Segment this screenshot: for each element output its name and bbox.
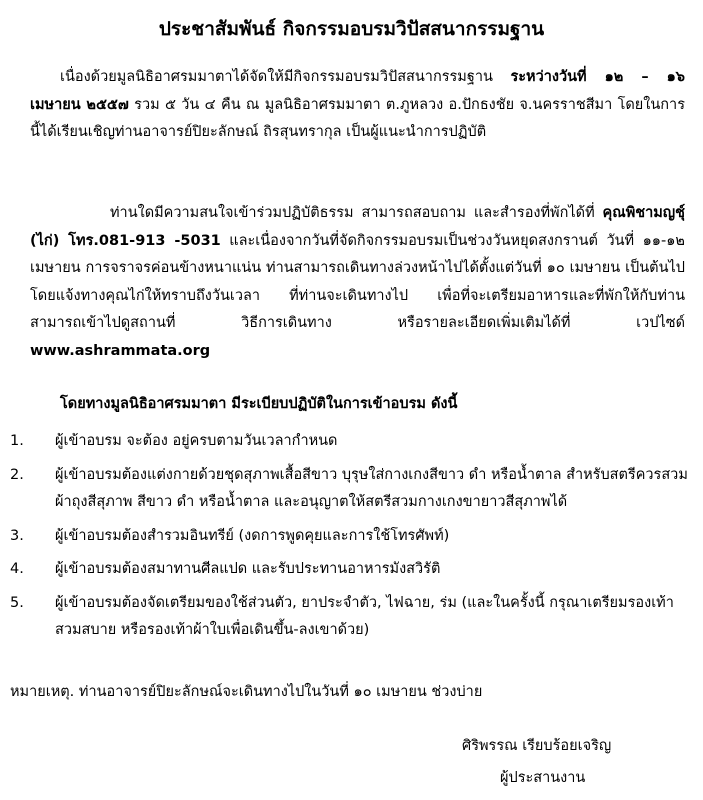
contact-person-phone: คุณพิชามญชุ์ (ไก่) โทร.081-913 -5031 — [30, 205, 685, 249]
website-link: www.ashrammata.org — [30, 342, 211, 359]
list-item-text: ผู้เข้าอบรมต้องจัดเตรียมของใช้ส่วนตัว, ยาประจำตัว, ไฟฉาย, ร่ม (และในครั้งนี้ กรุณาเตรียมรองเท้าสวมสบาย หรือรองเท้าผ้าใบเพื่อเดินขึ้น-ลงเขาด้วย) — [55, 594, 674, 638]
signatory-role: ผู้ประสานงาน — [500, 770, 586, 786]
rules-list — [10, 428, 690, 651]
page-title: ประชาสัมพันธ์ กิจกรรมอบรมวิปัสสนากรรมฐาน — [158, 18, 545, 40]
list-item-number: 1. — [10, 433, 24, 449]
list-item-text: ผู้เข้าอบรมต้องสมาทานศีลแปด และรับประทานอาหารมังสวิรัติ — [55, 561, 441, 577]
list-item-text: ผู้เข้าอบรมต้องแต่งกายด้วยชุดสุภาพเสื้อสีขาว บุรุษใส่กางเกงสีขาว ดำ หรือน้ำตาล สำหรับสตรีควรสวมผ้าถุงสีสุภาพ สีขาว ดำ หรือน้ำตาล และอนุญาตให้สตรีสวมกางเกงขายาวสีสุภาพได้ — [55, 466, 688, 510]
footnote: หมายเหตุ. ท่านอาจารย์ปิยะลักษณ์จะเดินทางไปในวันที่ ๑๐ เมษายน ช่วงบ่าย — [10, 684, 483, 700]
contact-text-start: ท่านใดมีความสนใจเข้าร่วมปฏิบัติธรรม สามารถสอบถาม และสำรองที่พักได้ที่ — [110, 205, 603, 221]
contact-text-middle: และเนื่องจากวันที่จัดกิจกรรมอบรมเป็นช่วงวันหยุดสงกรานต์ วันที่ ๑๑-๑๒ เมษายน การจราจรค่อนข้างหนาแน่น ท่านสามารถเดินทางล่วงหน้าไปได้ตั้งแต่วันที่ ๑๐ เมษายน เป็นต้นไป โดยแจ้งทางคุณไก่ให้ทราบถึงวันเวลา ที่ท่านจะเดินทางไป เพื่อที่จะเตรียมอาหารและที่พักให้กับท่าน สามารถเข้าไปดูสถานที่ วิธีการเดินทาง หรือรายละเอียดเพิ่มเติมได้ที่ เวปไซด์ — [30, 232, 685, 331]
list-item — [10, 556, 690, 584]
list-item-text: ผู้เข้าอบรม จะต้อง อยู่ครบตามวันเวลากำหนด — [55, 433, 338, 449]
contact-paragraph — [30, 200, 685, 365]
list-item-text: ผู้เข้าอบรมต้องสำรวมอินทรีย์ (งดการพูดคุยและการใช้โทรศัพท์) — [55, 527, 450, 544]
list-item — [10, 523, 690, 551]
list-item — [10, 590, 690, 645]
intro-paragraph — [30, 64, 685, 147]
list-item-number: 3. — [10, 527, 24, 544]
list-item-number: 4. — [10, 561, 24, 577]
intro-text-start: เนื่องด้วยมูลนิธิอาศรมมาตาได้จัดให้มีกิจกรรมอบรมวิปัสสนากรรมฐาน — [60, 69, 511, 85]
event-dates: ระหว่างวันที่ ๑๒ – ๑๖ เมษายน ๒๕๕๗ — [30, 69, 685, 113]
list-item — [10, 462, 690, 517]
list-item-number: 2. — [10, 466, 24, 483]
intro-text-end: รวม ๕ วัน ๔ คืน ณ มูลนิธิอาศรมมาตา ต.ภูหลวง อ.ปักธงชัย จ.นครราชสีมา โดยในการนี้ได้เรียนเชิญท่านอาจารย์ปิยะลักษณ์ ถิรสุนทรากุล เป็นผู้แนะนำการปฏิบัติ — [30, 96, 685, 140]
signatory-name: ศิริพรรณ เรียบร้อยเจริญ — [462, 738, 612, 754]
rules-heading: โดยทางมูลนิธิอาศรมมาตา มีระเบียบปฏิบัติในการเข้าอบรม ดังนี้ — [60, 396, 458, 412]
list-item-number: 5. — [10, 594, 24, 611]
list-item — [10, 428, 690, 456]
